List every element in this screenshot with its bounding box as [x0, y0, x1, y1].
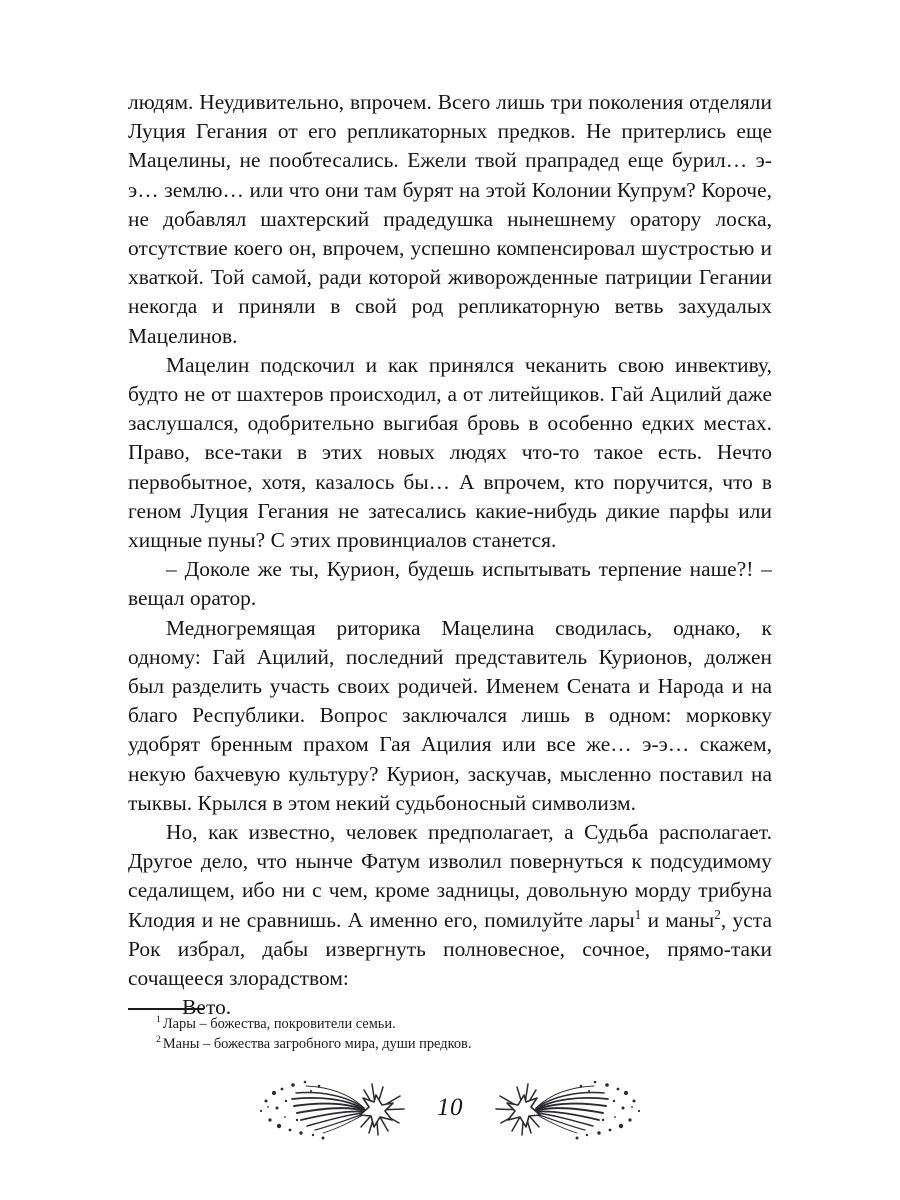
footnotes-section [128, 1008, 772, 1054]
paragraph: Мацелин подскочил и как принялся чеканить свою инвективу, будто не от шахтеров происходил, а от литейщиков. Гай Ацилий даже заслушался, одобрительно выгибая бровь в особенно едких местах. Право, все-таки в этих новых людях что-то такое есть. Нечто первобытное, хотя, казалось бы… А впрочем, кто поручится, что в геном Луция Гегания не затесались какие-нибудь дикие парфы или хищные пуны? С этих провинциалов станется. [128, 352, 772, 553]
paragraph-segment: Но, как известно, человек предполагает, а Судьба располагает. Другое дело, что нынче Фатум изволил повернуться к подсудимому седалищем, ибо ни с чем, кроме задницы, довольную морду трибуна Клодия и не сравнишь. А именно его, помилуйте лары [128, 820, 772, 932]
footnote-marker: 2 [156, 1033, 161, 1045]
footnote-ref-2[interactable]: 2 [714, 906, 721, 922]
paragraph: – Доколе же ты, Курион, будешь испытывать терпение наше?! – вещал оратор. [128, 557, 772, 611]
paragraph: Медногремящая риторика Мацелина сводилась, однако, к одному: Гай Ацилий, последний представитель Курионов, должен был разделить участь своих родичей. Именем Сената и Народа и на благо Республики. Вопрос заключался лишь в одном: морковку удобрят бренным прахом Гая Ацилия или все же… э-э… скажем, некую бахчевую культуру? Курион, заскучав, мысленно поставил на тыквы. Крылся в этом некий судьбоносный символизм. [128, 615, 772, 815]
footnote-text: Лары – божества, покровители семьи. [162, 1016, 396, 1032]
paragraph-segment: и маны [641, 907, 715, 932]
paragraph: – Вето. [166, 995, 232, 1020]
page-number: 10 [437, 1094, 463, 1121]
footnote-text: Маны – божества загробного мира, души предков. [162, 1035, 472, 1052]
footnote-marker: 1 [156, 1014, 161, 1026]
footnote-item [128, 1015, 772, 1035]
footnote-separator-rule [128, 1008, 204, 1010]
comet-starburst-ornament [252, 1071, 412, 1145]
paragraph: людям. Неудивительно, впрочем. Всего лишь три поколения отделяли Луция Гегания от его репликаторных предков. Не притерлись еще Мацелины, не пообтесались. Ежели твой прапрадед еще бурил… э-э… землю… или что они там бурят на этой Колонии Купрум? Короче, не добавлял шахтерский прадедушка нынешнему оратору лоска, отсутствие коего он, впрочем, успешно компенсировал шустростью и хваткой. Той самой, ради которой живорожденные патриции Гегании некогда и приняли в свой род репликаторную ветвь захудалых Мацелинов. [128, 90, 772, 348]
footnote-ref-1[interactable]: 1 [634, 906, 642, 922]
footnote-item [128, 1035, 772, 1055]
paragraph-with-footnote-refs [128, 818, 772, 993]
comet-starburst-ornament-mirrored [488, 1071, 648, 1145]
page-footer [0, 1068, 900, 1148]
paragraph-segment: , уста Рок избрал, дабы извергнуть полновесное, сочное, прямо-таки сочащееся злорадством: [128, 907, 772, 991]
